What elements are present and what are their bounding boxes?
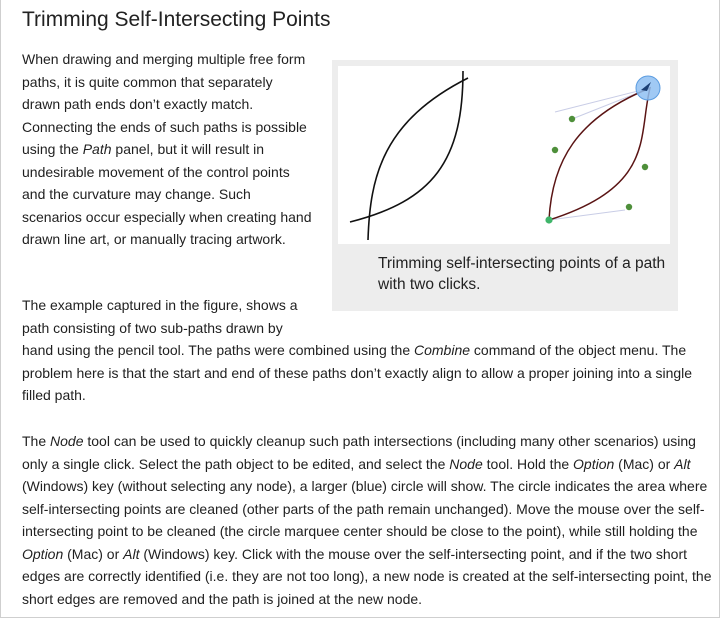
emphasis-term: Node (50, 433, 84, 449)
paragraph-example (22, 294, 712, 407)
page-title: Trimming Self-Intersecting Points (22, 8, 331, 31)
text-run: When drawing and merging multiple free form paths, it is quite common that separately drawn path ends don’t exactly match. Connecting the ends of such paths is possible using the (22, 51, 307, 157)
text-run: command of the object menu. The problem here is that the start and end of these paths don’t exactly align to allow a proper joining into a single filled path. (22, 342, 693, 403)
text-run: (Mac) or (63, 545, 124, 562)
text-run: tool. Hold the (482, 455, 574, 472)
control-point (569, 116, 575, 122)
paragraph-intro (22, 48, 314, 251)
emphasis-term: Path (82, 141, 112, 157)
emphasis-term: Option (22, 545, 64, 562)
emphasis-term: Combine (414, 342, 471, 358)
text-run: The example captured in the figure, shows a path consisting of two sub-paths drawn by hand using the pencil tool. The paths were combined using the (22, 297, 414, 358)
emphasis-term: Alt (674, 455, 691, 472)
emphasis-term: Node (449, 455, 483, 472)
control-point (552, 147, 558, 153)
figure (332, 60, 678, 311)
figure-canvas (338, 66, 670, 244)
emphasis-term: Alt (123, 545, 140, 562)
text-run: (Mac) or (614, 455, 675, 472)
control-point (642, 164, 648, 170)
text-run: panel, but it will result in undesirable movement of the control points and the curvature may change. Such scenarios occur especially when creating hand drawn line art, or manually tracing artwork. (22, 141, 312, 247)
text-run: The (22, 433, 51, 449)
figure-illustration (338, 66, 670, 244)
control-point (626, 204, 632, 210)
start-node (545, 216, 552, 223)
float-spacer (314, 294, 712, 338)
text-run: (Windows) key (without selecting any node), a larger (blue) circle will show. The circle indicates the area where self-intersecting points are cleaned (other parts of the path remain unchanged). Move the mouse over the self-intersecting point to be cleaned (the circle marquee center should be close to the point), while still holding the (22, 478, 708, 539)
text-run: (Windows) key. Click with the mouse over the self-intersecting point, and if the two short edges are correctly identified (i.e. they are not too long), a new node is created at the self-intersecting point, the short edges are removed and the path is joined at the new node. (22, 545, 712, 607)
text-run: tool can be used to quickly cleanup such path intersections (including many other scenarios) using only a single click. Select the path object to be edited, and select the (22, 433, 696, 472)
paragraph-node-tool (22, 430, 712, 610)
figure-caption: Trimming self-intersecting points of a path with two clicks. (378, 255, 666, 293)
emphasis-term: Option (573, 455, 615, 472)
